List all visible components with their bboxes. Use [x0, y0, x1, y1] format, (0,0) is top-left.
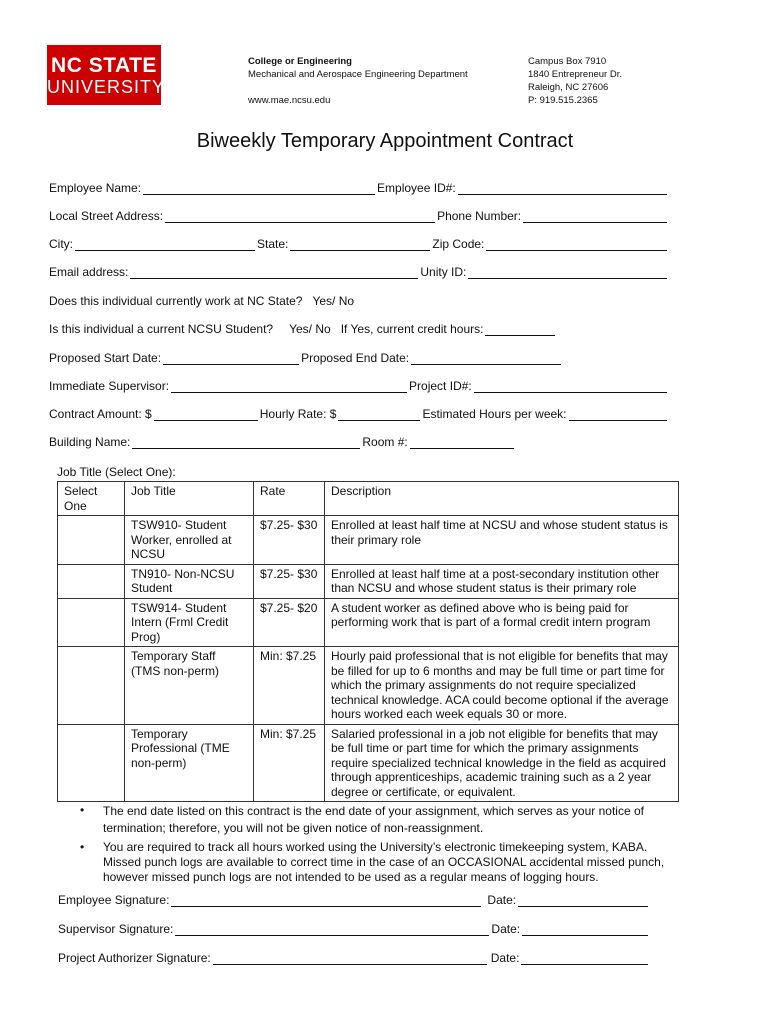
employee-name-label: Employee Name:	[49, 181, 142, 195]
address-line: 1840 Entrepreneur Dr.	[528, 69, 623, 80]
student-question-options[interactable]: Yes/ No	[289, 322, 331, 336]
job-title-table	[57, 481, 679, 802]
list-item	[80, 803, 670, 837]
rate-cell: $7.25- $30	[254, 564, 325, 598]
description-cell: Salaried professional in a job not eligible for benefits that may be full time or part time for which the primary assignments require specialized technical knowledge in the field as acquired through apprenticeships, academic training such as a 2 year degree or certificate, or equivalent.	[325, 724, 679, 802]
employee-id-label: Employee ID#:	[377, 181, 456, 195]
start-date-label: Proposed Start Date:	[49, 351, 162, 365]
supervisor-label: Immediate Supervisor:	[49, 379, 170, 393]
row-building	[49, 435, 669, 449]
project-id-label: Project ID#:	[409, 379, 472, 393]
job-title-cell: TSW914- Student Intern (Frml Credit Prog)	[125, 598, 254, 647]
job-title-cell: TN910- Non-NCSU Student	[125, 564, 254, 598]
zip-code-field[interactable]	[486, 237, 667, 251]
description-cell: Enrolled at least half time at a post-secondary institution other than NCSU and whose student status is their primary role	[325, 564, 679, 598]
work-question-options[interactable]: Yes/ No	[312, 294, 355, 308]
description-cell: Enrolled at least half time at NCSU and whose student status is their primary role	[325, 516, 679, 565]
building-name-field[interactable]	[132, 435, 360, 449]
zip-code-label: Zip Code:	[432, 237, 485, 251]
bullet-icon: •	[80, 803, 85, 817]
select-cell[interactable]	[58, 724, 125, 802]
street-address-field[interactable]	[165, 209, 435, 223]
header-select-one: Select One	[58, 482, 125, 516]
logo-line-2: UNIVERSITY	[47, 77, 166, 97]
project-authorizer-date-label: Date:	[490, 951, 520, 965]
building-name-label: Building Name:	[49, 435, 131, 449]
estimated-hours-label: Estimated Hours per week:	[422, 407, 567, 421]
job-title-cell: Temporary Professional (TME non-perm)	[125, 724, 254, 802]
row-student-question	[49, 322, 669, 336]
select-cell[interactable]	[58, 516, 125, 565]
row-email	[49, 265, 669, 279]
end-date-label: Proposed End Date:	[301, 351, 410, 365]
row-work-question	[49, 294, 669, 308]
city-field[interactable]	[75, 237, 255, 251]
header-description: Description	[325, 482, 679, 516]
street-address-label: Local Street Address:	[49, 209, 164, 223]
supervisor-signature-label: Supervisor Signature:	[58, 922, 174, 936]
row-supervisor	[49, 379, 669, 393]
logo-line-1: NC STATE	[51, 54, 157, 77]
rate-cell: Min: $7.25	[254, 724, 325, 802]
start-date-field[interactable]	[163, 351, 299, 365]
project-authorizer-signature-label: Project Authorizer Signature:	[58, 951, 211, 965]
note-text: You are required to track all hours worked using the University’s electronic timekeeping system, KABA. Missed punch logs are available to correct time in the case of an OCCASIONAL accidental missed punch, however missed punch logs are not intended to be used as a regular means of logging hours.	[103, 840, 665, 884]
room-label: Room #:	[362, 435, 408, 449]
employee-signature-label: Employee Signature:	[58, 893, 170, 907]
supervisor-signature-field[interactable]	[175, 922, 489, 936]
job-title-cell: Temporary Staff (TMS non-perm)	[125, 647, 254, 725]
table-row	[58, 564, 679, 598]
ncstate-logo	[47, 45, 166, 105]
hourly-rate-field[interactable]	[338, 407, 420, 421]
city-label: City:	[49, 237, 73, 251]
contract-amount-label: Contract Amount: $	[49, 407, 152, 421]
table-row	[58, 647, 679, 725]
employee-date-field[interactable]	[518, 893, 648, 907]
description-cell: A student worker as defined above who is being paid for performing work that is part of a formal credit intern program	[325, 598, 679, 647]
student-question-label: Is this individual a current NCSU Student?	[49, 322, 274, 336]
table-row	[58, 516, 679, 565]
row-employee	[49, 181, 669, 195]
address-line: Raleigh, NC 27606	[528, 82, 609, 93]
unity-id-label: Unity ID:	[420, 265, 467, 279]
employee-id-field[interactable]	[458, 181, 667, 195]
supervisor-date-label: Date:	[491, 922, 521, 936]
select-cell[interactable]	[58, 564, 125, 598]
phone-number-field[interactable]	[523, 209, 667, 223]
select-cell[interactable]	[58, 598, 125, 647]
select-cell[interactable]	[58, 647, 125, 725]
supervisor-date-field[interactable]	[522, 922, 648, 936]
job-title-cell: TSW910- Student Worker, enrolled at NCSU	[125, 516, 254, 565]
project-id-field[interactable]	[474, 379, 667, 393]
project-authorizer-signature-row	[58, 951, 650, 965]
estimated-hours-field[interactable]	[569, 407, 668, 421]
phone-number-label: Phone Number:	[437, 209, 522, 223]
row-address	[49, 209, 669, 223]
header-job-title: Job Title	[125, 482, 254, 516]
employee-signature-row	[58, 893, 650, 907]
notes-list	[80, 803, 670, 888]
table-row	[58, 598, 679, 647]
row-city	[49, 237, 669, 251]
email-label: Email address:	[49, 265, 129, 279]
unity-id-field[interactable]	[468, 265, 667, 279]
room-field[interactable]	[410, 435, 514, 449]
employee-date-label: Date:	[487, 893, 517, 907]
rate-cell: $7.25- $30	[254, 516, 325, 565]
supervisor-field[interactable]	[171, 379, 407, 393]
rate-cell: $7.25- $20	[254, 598, 325, 647]
contract-amount-field[interactable]	[154, 407, 258, 421]
state-field[interactable]	[290, 237, 430, 251]
supervisor-signature-row	[58, 922, 650, 936]
row-dates	[49, 351, 669, 365]
list-item	[80, 840, 670, 885]
page-title: Biweekly Temporary Appointment Contract	[196, 130, 574, 152]
address-line: Campus Box 7910	[528, 56, 607, 67]
header-department-block	[248, 55, 468, 107]
email-field[interactable]	[130, 265, 418, 279]
credit-hours-field[interactable]	[485, 322, 555, 336]
credit-hours-label: If Yes, current credit hours:	[340, 322, 484, 336]
project-authorizer-date-field[interactable]	[521, 951, 648, 965]
employee-signature-field[interactable]	[171, 893, 481, 907]
rate-cell: Min: $7.25	[254, 647, 325, 725]
employee-name-field[interactable]	[143, 181, 375, 195]
header-rate: Rate	[254, 482, 325, 516]
bullet-icon: •	[80, 840, 85, 854]
state-label: State:	[257, 237, 289, 251]
table-row	[58, 724, 679, 802]
header-address-block	[528, 55, 622, 107]
college-name: College or Engineering	[248, 56, 352, 67]
end-date-field[interactable]	[411, 351, 561, 365]
website-link[interactable]: www.mae.ncsu.edu	[248, 95, 331, 106]
job-title-caption: Job Title (Select One):	[57, 465, 176, 479]
phone-line: P: 919.515.2365	[528, 95, 598, 106]
department-name: Mechanical and Aerospace Engineering Department	[248, 69, 468, 80]
description-cell: Hourly paid professional that is not eligible for benefits that may be filled for up to 6 months and may be full time or part time for which the primary assignments do not require specialized technical knowledge. ACA could become optional if the average hours worked each week equals 30 or more.	[325, 647, 679, 725]
work-question-label: Does this individual currently work at NC State?	[49, 294, 303, 308]
project-authorizer-signature-field[interactable]	[213, 951, 487, 965]
row-compensation	[49, 407, 669, 421]
note-text: The end date listed on this contract is the end date of your assignment, which serves as your notice of termination; therefore, you will not be given notice of non-reassignment.	[103, 804, 644, 835]
table-header-row	[58, 482, 679, 516]
hourly-rate-label: Hourly Rate: $	[259, 407, 337, 421]
